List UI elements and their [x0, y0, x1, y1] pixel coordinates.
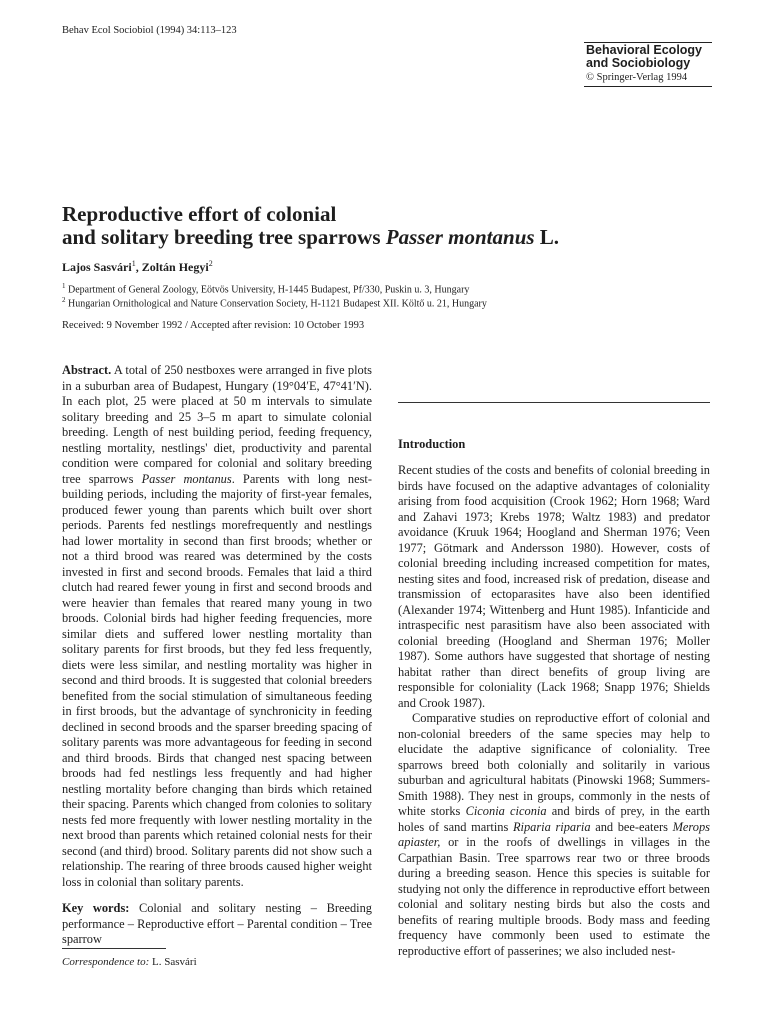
journal-name-line1: Behavioral Ecology: [586, 43, 703, 57]
author-name: Zoltán Hegyi: [141, 260, 209, 274]
intro-paragraph-1: Recent studies of the costs and benefits of colonial breeding in birds have focused on the adaptive advantages of coloniality arising from food acquisition (Crook 1962; Horn 1968; Ward and Zahavi 1973; Krebs 1978; Waltz 1983) and predator avoidance (Kruuk 1964; Hoogland and Sherman 1976; Veen 1977; Götmark and Andersson 1980). However, costs of colonial breeding including increased competition for mates, nesting sites and food, increased risk of predation, disease and transmission of ectoparasites have also been identified (Alexander 1974; Wittenberg and Hunt 1985). Infanticide and intraspecific nest parasitism have also been associated with colonial breeding (Hoogland and Sherman 1976; Moller 1987). Some authors have suggested that shortage of nesting habitat rather than direct benefits of group living are responsible for coloniality (Lack 1968; Snapp 1976; Shields and Crook 1987).: [398, 463, 710, 710]
footnote-divider: [62, 948, 166, 949]
abstract-column: [62, 363, 372, 948]
abstract-end-divider: [398, 402, 710, 403]
journal-name-line2: and Sociobiology: [586, 56, 691, 70]
correspondence-note: Correspondence to: L. Sasvári: [62, 956, 197, 968]
journal-masthead: [584, 42, 712, 87]
publisher-copyright: © Springer-Verlag 1994: [586, 72, 688, 83]
affiliation-2: $^2$ Hungarian Ornithological and Nature Conservation Society, H-1121 Budapest XII. Költő u. 21, Hungary: [62, 296, 487, 310]
title-line-2: and solitary breeding tree sparrows Passer montanus L.: [62, 225, 560, 249]
author-list: Lajos Sasvári$^1$, Zoltán Hegyi$^2$: [62, 259, 213, 274]
introduction-body: [398, 463, 710, 959]
received-dates: Received: 9 November 1992 / Accepted after revision: 10 October 1993: [62, 320, 365, 331]
abstract-paragraph: Abstract. A total of 250 nestboxes were arranged in five plots in a suburban area of Budapest, Hungary (19°04′E, 47°41′N). In each plot, 25 were placed at 50 m intervals to simulate solitary breeding and 25 3–5 m apart to simulate colonial breeding. Length of nest building period, feeding frequency, nestling mortality, nestlings' diet, productivity and parental condition were compared for colonial and solitary breeding tree sparrows Passer montanus. Parents with long nest-building periods, including the majority of first-year females, produced fewer young than parents which built over short periods. Parents fed nestlings morefrequently and nestlings had lower mortality in second than first broods; whether or not a third brood was reared was determined by the costs invested in first and second broods. Females that laid a third clutch had reared fewer young in first and second broods and were heavier than females that reared many young in two broods. Colonial birds had higher feeding frequencies, more similar diets and suffered lower nestling mortality than solitary parents for first broods, but they fed less frequently, diets were less similar, and nestling mortality was higher in second and third broods. It is suggested that colonial breeders benefited from the social stimulation of simultaneous feeding in first broods, but the advantage of synchronicity in feeding declined in second broods and the sparser breeding spacing of solitary parents was more advantageous for feeding in second and third broods. Birds that changed nest spacing between broods had fed nestlings less frequently and had higher nestling mortality before changing than birds which retained their spacing. Parents which changed from colonies to solitary nests fed more frequently with lower nestling mortality in the next brood than parents which retained colonial nests for their second (and third) brood. Solitary parents did not show such a relationship. The rearing of three broods caused higher weight loss in colonial than solitary parents.: [62, 363, 372, 889]
affiliation-1: $^1$ Department of General Zoology, Eötvös University, H-1445 Budapest, Pf/330, Puskin u. 3, Hungary: [62, 282, 470, 296]
running-header-citation: Behav Ecol Sociobiol (1994) 34:113–123: [62, 25, 237, 36]
keywords-paragraph: Key words: Colonial and solitary nesting – Breeding performance – Reproductive effort – Parental condition – Tree sparrow: [62, 901, 372, 946]
title-species-name: Passer montanus: [385, 225, 535, 249]
author-name: Lajos Sasvári: [62, 260, 132, 274]
article-title: [62, 203, 722, 249]
section-heading-introduction: Introduction: [398, 437, 466, 451]
title-line-1: Reproductive effort of colonial: [62, 202, 337, 226]
intro-paragraph-2: Comparative studies on reproductive effort of colonial and non-colonial breeders of the same species may help to elucidate the adaptive significance of coloniality. Tree sparrows breed both colonially and solitarily in various suburban and agricultural habitats (Pinowski 1968; Summers-Smith 1988). They nest in groups, commonly in the nests of white storks Ciconia ciconia and birds of prey, in the earth holes of sand martins Riparia riparia and bee-eaters Merops apiaster, or in the roofs of dwellings in villages in the Carpathian Basin. Tree sparrows rear two or three broods during a breeding season. Hence this species is suitable for studying not only the difference in reproductive effort between colonial and solitary nesting birds but also the costs and benefits of rearing multiple broods. Body mass and feeding frequency have commonly been used to estimate the reproductive effort of passerines; we also included nest-: [398, 711, 710, 958]
